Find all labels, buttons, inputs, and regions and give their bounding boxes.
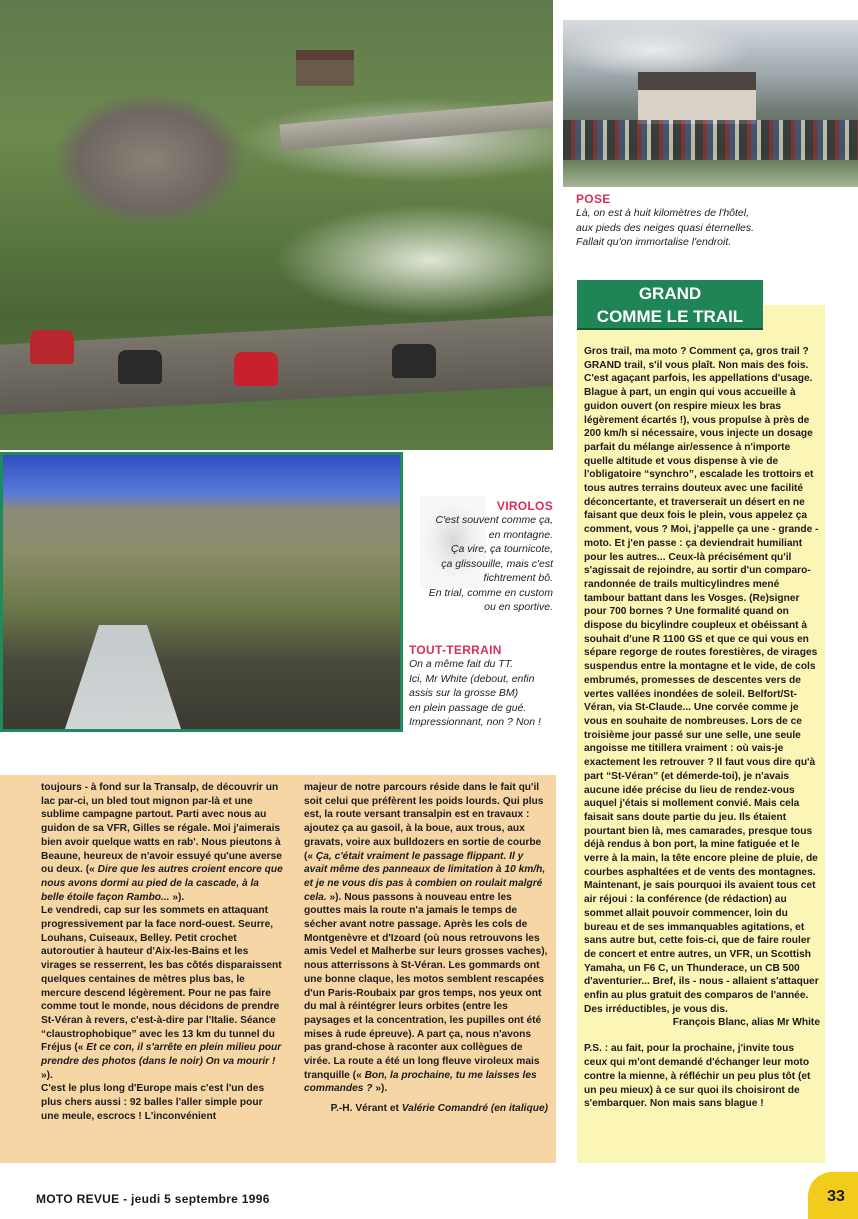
- article-quote: Ça, c'était vraiment le passage flippant. Il y avait même des panneaux de limitation à 10 km/h, et je ne vous dis pas à combien on roulait malgré cela.: [304, 850, 546, 903]
- caption-line: Là, on est à huit kilomètres de l'hôtel,: [576, 207, 750, 219]
- article-signature-plain: P.-H. Vérant et: [330, 1103, 402, 1115]
- article-signature: [304, 1102, 548, 1116]
- article-column-1: [41, 781, 283, 1124]
- article-paragraph: [41, 904, 283, 1082]
- sidebar-signature: François Blanc, alias Mr White: [672, 1017, 820, 1029]
- caption-line: C'est souvent comme ça,: [435, 514, 553, 526]
- article-column-2: [304, 781, 548, 1116]
- article-text: »). Nous passons à nouveau entre les gouttes mais la route n'a jamais le temps de sécher avant notre passage. Après les cols de Montgenèvre et d'Izoard (où nous retrouvons les amis Vedel et Malherbe sur leurs grosses vaches), nous atterrissons à St-Véran. Les gommards ont une bonne claque, les motos semblent rescapées d'un Paris-Roubaix par gros temps, nos yeux ont du mal à réintégrer leurs orbites (entre les paysages et la concentration, les pupilles ont été mises à rude épreuve). A part ça, nous n'avons pas grand-chose à raconter aux collègues de virée. La route a été un long fleuve viroleux mais tranquille («: [304, 891, 548, 1081]
- photo-rider: [118, 350, 162, 384]
- caption-line: ou en sportive.: [484, 601, 553, 613]
- article-quote: Et ce con, il s'arrête en plein milieu pour prendre des photos (dans le noir) On va mourir !: [41, 1042, 282, 1068]
- article-text: Le vendredi, cap sur les sommets en attaquant progressivement par la face nord-ouest. Seurre, Louhans, Cuiseaux, Belley. Petit crochet autoroutier à hauteur d'Aix-les-Bains et les virages se resserrent, les bas côtés disparaissent quelques centaines de mètres plus bas, le mercure descend légèrement. Pour ne pas faire comme tout le monde, nous décidons de prendre St-Véran à revers, c'est-à-dire par l'Italie. Séance “claustrophobique” avec les 13 km du tunnel du Fréjus («: [41, 905, 282, 1054]
- caption-line: Impressionnant, non ? Non !: [409, 716, 541, 728]
- article-paragraph: C'est le plus long d'Europe mais c'est l'un des plus chers aussi : 92 balles l'aller simple pour une meule, escrocs ! L'inconvénient: [41, 1083, 265, 1122]
- caption-line: Ici, Mr White (debout, enfin: [409, 672, 535, 685]
- sidebar-body: Gros trail, ma moto ? Comment ça, gros trail ? GRAND trail, s'il vous plaît. Non mais des fois. C'est agaçant parfois, les appellations d'usage. Blague à part, un engin qui vous accueille à guidon ouvert (on respire mieux les bras légèrement écartés !), vous propulse à près de 200 km/h si nécessaire, vous injecte un dosage parfait du mélange air/essence à n'importe quelle altitude et vous dispense à vie de l'obligatoire “synchro”, escalade les trottoirs et tous autres terrains douteux avec une facilité déconcertante, et traverserait un désert en ne faisant que deux fois le plein, vous appelez ça comment, vous ? Moi, j'appelle ça une - grande - moto. Et j'en passe : ça deviendrait humiliant pour les autres... Ceux-là précisément qu'il s'agissait de rejoindre, au sortir d'un comparo-randonnée de trails multicylindres mené tambour battant dans les Vosges. (Re)signer pour 700 bornes ? Une formalité quand on dispose du bicylindre coupleux et obéissant à souhait d'une R 1100 GS et que ce qui vous en sépare regorge de routes forestières, de virages suspendus entre la montagne et le vide, de cols embrumés, promesses de descentes vers de vertes vallées inondées de soleil. Belfort/St-Véran, via St-Claude... Une corvée comme je vous en souhaite de nombreuses. Lors de ce troisième jour passé sur une selle, une seule angoisse me titillera vraiment : où vais-je exactement les retrouver ? Il faut vous dire qu'à part “St-Véran” (et démerde-toi), je n'avais aucune idée précise du lieu de rendez-vous auquel j'étais si mollement convié. Mais cela faisait sans doute partie du jeu. Ils étaient pourtant bien là, mes camarades, presque tous déjà rendus à bon port, la mine fatiguée et le verre à la main, la tête encore pleine de pluie, de courbes asphaltées et de vents des montagnes. Maintenant, je sais pourquoi ils avaient tous cet air réjoui : la conférence (de rédaction) au sommet allait pouvoir commencer, loin du bureau et de ses immanquables agitations, et sans autre but, cette fois-ci, que de faire rouler de concert et entre autres, un VFR, un Scottish Yamaha, un F6 C, un Thunderace, un CB 500 d'aventurier... Bref, ils - nous - allaient s'attaquer enfin au plus gratuit des comparos de l'année.: [584, 346, 819, 1002]
- photo-chapel-group: [563, 20, 858, 187]
- photo-road-far: [279, 99, 553, 150]
- caption-line: ça glissouille, mais c'est: [441, 557, 553, 570]
- sidebar-ps: P.S. : au fait, pour la prochaine, j'invite tous ceux qui m'ont demandé d'échanger leur moto contre la mienne, à réfléchir un peu plus tôt (et un peu mieux) à ce sur quoi ils choisiront de s'embarquer. Non mais sans blague !: [584, 1043, 811, 1110]
- photo-mountain-riders: [0, 0, 553, 450]
- photo-crowd: [563, 120, 858, 160]
- article-text: majeur de notre parcours réside dans le fait qu'il soit celui que préfèrent les poids lourds. Qui plus est, la route versant transalpin est en travaux : ajoutez ça au gasoil, à la boue, aux trous, aux gravats, voire aux bulldozers en sortie de courbe («: [304, 782, 544, 862]
- photo-rider: [30, 330, 74, 364]
- sidebar-title-line2: COMME LE TRAIL: [596, 307, 744, 326]
- caption-virolos: [408, 499, 553, 615]
- sidebar-closing: Des irréductibles, je vous dis.: [584, 1003, 728, 1015]
- article-text: »).: [372, 1083, 388, 1095]
- photo-waterfall-ford: [0, 452, 403, 732]
- article-text: »).: [41, 1069, 53, 1081]
- article-quote: Bon, la prochaine, tu me laisses les commandes ?: [304, 1069, 537, 1095]
- footer-magazine: MOTO REVUE - jeudi 5 septembre 1996: [36, 1192, 270, 1206]
- page-number: 33: [808, 1172, 858, 1219]
- article-paragraph: [41, 781, 283, 904]
- caption-line: aux pieds des neiges quasi éternelles.: [576, 221, 755, 234]
- photo-rider: [234, 352, 278, 386]
- caption-tout-terrain: [409, 643, 559, 730]
- photo-chapel: [638, 72, 756, 124]
- caption-line: en plein passage de gué.: [409, 701, 527, 714]
- caption-line: Fallait qu'on immortalise l'endroit.: [576, 236, 732, 248]
- caption-line: fichtrement bô.: [483, 572, 553, 584]
- article-text: »).: [169, 891, 185, 903]
- article-text: toujours - à fond sur la Transalp, de découvrir un lac par-ci, un bled tout mignon par-là et une sublime campagne partout. Parti avec nous au guidon de sa VFR, Gilles se régale. Moi j'aimerais bien avoir quelque watts en rab'. Nous pieutons à Beaune, heureux de n'avoir essuyé qu'une averse ou deux. («: [41, 782, 282, 876]
- caption-line: En trial, comme en custom: [428, 586, 553, 599]
- caption-title: POSE: [576, 192, 611, 206]
- article-signature-italic: Valérie Comandré (en italique): [401, 1103, 548, 1115]
- caption-title: VIROLOS: [496, 499, 553, 513]
- sidebar-header: [577, 280, 763, 330]
- sidebar-content: [584, 345, 820, 1111]
- photo-rider: [392, 344, 436, 378]
- caption-line: assis sur la grosse BM): [409, 687, 519, 699]
- photo-hut: [296, 50, 354, 86]
- photo-water: [63, 625, 183, 732]
- article-paragraph: [304, 781, 548, 1096]
- caption-line: Ça vire, ça tournicote,: [450, 543, 553, 555]
- caption-line: On a même fait du TT.: [409, 658, 514, 670]
- caption-line: en montagne.: [488, 528, 553, 541]
- sidebar-title-line1: GRAND: [638, 284, 702, 303]
- caption-pose: [576, 192, 846, 250]
- caption-title: TOUT-TERRAIN: [409, 643, 502, 657]
- article-quote: Dire que les autres croient encore que nous avons dormi au pied de la cascade, à la belle étoile façon Rambo...: [41, 864, 283, 903]
